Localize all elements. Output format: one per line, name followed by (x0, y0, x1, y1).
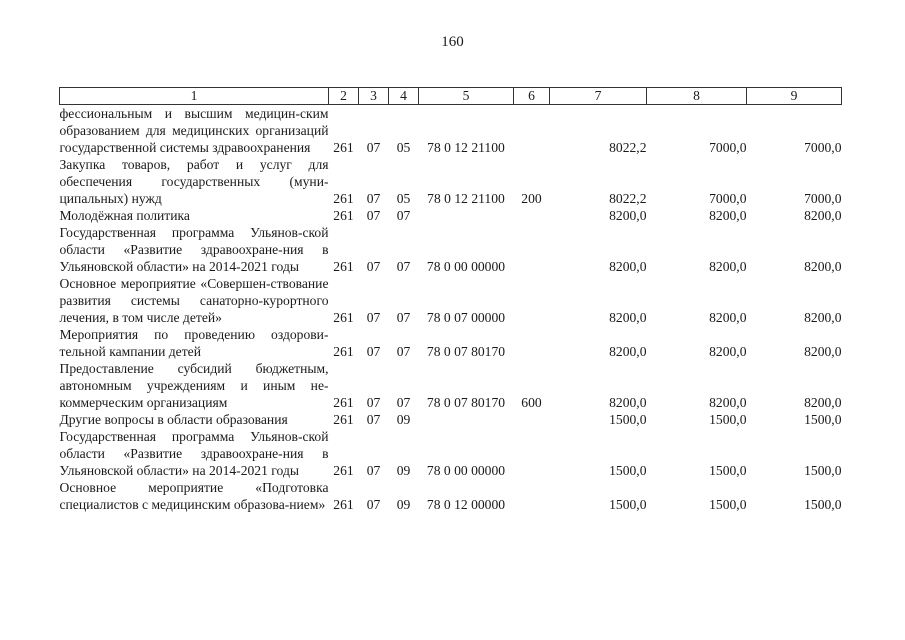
row-expense-type (514, 326, 550, 360)
row-expense-type: 600 (521, 395, 542, 410)
row-target-article: 78 0 00 00000 (426, 463, 506, 478)
row-target-article: 78 0 00 00000 (426, 259, 506, 274)
column-header-9: 9 (747, 88, 842, 105)
table-row (60, 411, 842, 428)
row-target-article: 78 0 12 00000 (426, 497, 506, 512)
row-target-article: 78 0 12 21100 (427, 140, 505, 155)
row-amount-col8: 8200,0 (709, 344, 747, 359)
row-target-article: 78 0 12 21100 (427, 191, 505, 206)
row-amount-col8: 1500,0 (709, 412, 747, 427)
row-subsection: 09 (396, 412, 411, 427)
row-section: 07 (366, 395, 381, 410)
table-row (60, 479, 842, 513)
column-header-2: 2 (329, 88, 359, 105)
row-target-article: 78 0 07 80170 (426, 395, 506, 410)
row-amount-col7: 8200,0 (609, 310, 647, 325)
row-section: 07 (366, 463, 381, 478)
table-row (60, 428, 842, 479)
row-code: 261 (333, 259, 354, 274)
row-amount-col9: 1500,0 (804, 497, 842, 512)
row-subsection: 07 (396, 344, 411, 359)
row-target-article (419, 411, 514, 428)
row-amount-col8: 8200,0 (709, 310, 747, 325)
table-header-row (60, 88, 842, 105)
row-expense-type (514, 479, 550, 513)
budget-table (59, 87, 842, 513)
row-name: фессиональным и высшим медицин-ским образованием для медицинских организаций государственной системы здравоохранения (59, 106, 329, 155)
row-amount-col7: 1500,0 (609, 463, 647, 478)
row-amount-col7: 8200,0 (609, 208, 647, 223)
table-row (60, 224, 842, 275)
row-code: 261 (333, 395, 354, 410)
row-subsection: 09 (396, 497, 411, 512)
row-amount-col8: 7000,0 (709, 140, 747, 155)
row-section: 07 (366, 208, 381, 223)
row-code: 261 (333, 310, 354, 325)
row-subsection: 05 (396, 191, 411, 206)
row-subsection: 05 (396, 140, 411, 155)
row-amount-col9: 8200,0 (804, 310, 842, 325)
row-subsection: 07 (396, 310, 411, 325)
row-amount-col9: 1500,0 (804, 412, 842, 427)
row-amount-col7: 8200,0 (609, 395, 647, 410)
row-section: 07 (366, 140, 381, 155)
table-row (60, 156, 842, 207)
row-target-article: 78 0 07 80170 (426, 344, 506, 359)
row-amount-col8: 7000,0 (709, 191, 747, 206)
row-amount-col9: 8200,0 (804, 208, 842, 223)
table-row (60, 326, 842, 360)
column-header-4: 4 (389, 88, 419, 105)
table-row (60, 360, 842, 411)
column-header-5: 5 (419, 88, 514, 105)
column-header-8: 8 (647, 88, 747, 105)
row-amount-col7: 8022,2 (609, 191, 647, 206)
row-amount-col8: 8200,0 (709, 208, 747, 223)
table-row (60, 207, 842, 224)
row-subsection: 07 (396, 208, 411, 223)
row-section: 07 (366, 344, 381, 359)
row-name: Предоставление субсидий бюджетным, автономным учреждениям и иным не-коммерческим организациям (59, 361, 329, 410)
row-subsection: 07 (396, 395, 411, 410)
row-code: 261 (333, 463, 354, 478)
row-name: Государственная программа Ульянов-ской области «Развитие здравоохране-ния в Ульяновской области» на 2014-2021 годы (59, 225, 329, 274)
row-amount-col9: 8200,0 (804, 395, 842, 410)
row-name: Мероприятия по проведению оздорови-тельной кампании детей (59, 327, 329, 359)
page-number: 160 (441, 34, 464, 50)
row-name: Другие вопросы в области образования (59, 412, 288, 427)
row-section: 07 (366, 310, 381, 325)
row-expense-type (514, 105, 550, 157)
row-name: Основное мероприятие «Совершен-ствование развития системы санаторно-курортного лечения, в том числе детей» (59, 276, 329, 325)
row-expense-type: 200 (521, 191, 542, 206)
row-section: 07 (366, 497, 381, 512)
row-code: 261 (333, 412, 354, 427)
row-subsection: 09 (396, 463, 411, 478)
row-amount-col8: 1500,0 (709, 463, 747, 478)
row-subsection: 07 (396, 259, 411, 274)
column-header-6: 6 (514, 88, 550, 105)
row-code: 261 (333, 344, 354, 359)
row-name: Основное мероприятие «Подготовка специалистов с медицинским образова-нием» (59, 480, 329, 512)
row-expense-type (514, 428, 550, 479)
row-amount-col9: 7000,0 (804, 191, 842, 206)
row-code: 261 (333, 208, 354, 223)
column-header-1: 1 (60, 88, 329, 105)
row-amount-col7: 1500,0 (609, 412, 647, 427)
row-name: Молодёжная политика (59, 208, 190, 223)
row-name: Закупка товаров, работ и услуг для обеспечения государственных (муни-ципальных) нужд (59, 157, 329, 206)
row-amount-col7: 8022,2 (609, 140, 647, 155)
table-row (60, 275, 842, 326)
row-code: 261 (333, 140, 354, 155)
row-amount-col8: 8200,0 (709, 259, 747, 274)
column-header-3: 3 (359, 88, 389, 105)
table-row (60, 105, 842, 157)
row-expense-type (514, 207, 550, 224)
row-amount-col9: 8200,0 (804, 259, 842, 274)
row-target-article (419, 207, 514, 224)
row-code: 261 (333, 497, 354, 512)
row-amount-col9: 7000,0 (804, 140, 842, 155)
row-amount-col7: 8200,0 (609, 259, 647, 274)
row-amount-col8: 1500,0 (709, 497, 747, 512)
row-expense-type (514, 411, 550, 428)
row-expense-type (514, 275, 550, 326)
row-name: Государственная программа Ульянов-ской области «Развитие здравоохране-ния в Ульяновской области» на 2014-2021 годы (59, 429, 329, 478)
row-amount-col9: 1500,0 (804, 463, 842, 478)
row-amount-col9: 8200,0 (804, 344, 842, 359)
row-amount-col8: 8200,0 (709, 395, 747, 410)
row-amount-col7: 1500,0 (609, 497, 647, 512)
row-code: 261 (333, 191, 354, 206)
row-section: 07 (366, 191, 381, 206)
row-expense-type (514, 224, 550, 275)
row-amount-col7: 8200,0 (609, 344, 647, 359)
row-section: 07 (366, 259, 381, 274)
row-target-article: 78 0 07 00000 (426, 310, 506, 325)
column-header-7: 7 (550, 88, 647, 105)
row-section: 07 (366, 412, 381, 427)
